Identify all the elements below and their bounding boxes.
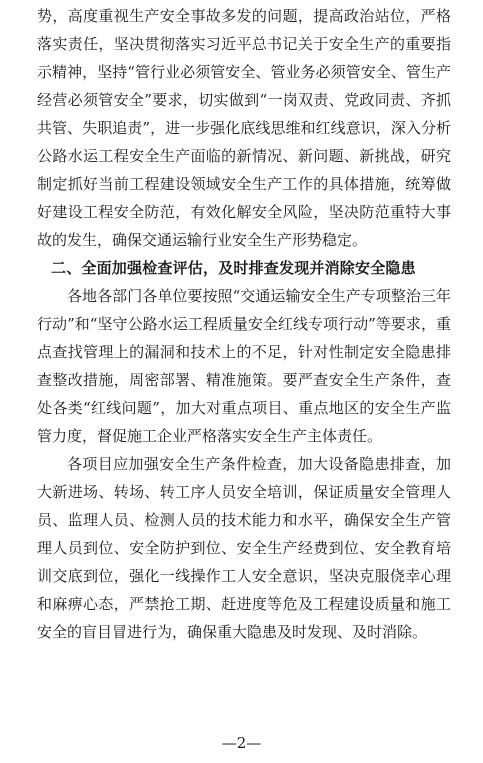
body-paragraph-3: 各项目应加强安全生产条件检查，加大设备隐患排查，加大新进场、转场、转工序人员安全培训，保证质量安全管理人员、监理人员、检测人员的技术能力和水平，确保安全生产管理人员到位、安全防护到位、安全生产经费到位、安全教育培训交底到位，强化一线操作工人安全意识，坚决克服侥幸心理和麻痹心态，严禁抢工期、赶进度等危及工程建设质量和施工安全的盲目冒进行为，确保重大隐患及时发现、及时消除。 (37, 455, 451, 641)
body-paragraph-1: 势，高度重视生产安全事故多发的问题，提高政治站位，严格落实责任，坚决贯彻落实习近平总书记关于安全生产的重要指示精神，坚持“管行业必须管安全、管业务必须管安全、管生产经营必须管安全”要求，切实做到“一岗双责、党政同责、齐抓共管、失职追责”，进一步强化底线思维和红线意识，深入分析公路水运工程安全生产面临的新情况、新问题、新挑战，研究制定抓好当前工程建设领域安全生产工作的具体措施，统筹做好建设工程安全防范，有效化解安全风险，坚决防范重特大事故的发生，确保交通运输行业安全生产形势稳定。 (37, 7, 451, 249)
page-number: —2— (221, 734, 262, 752)
body-paragraph-2: 各地各部门各单位要按照“交通运输安全生产专项整治三年行动”和“坚守公路水运工程质量安全红线专项行动”等要求，重点查找管理上的漏洞和技术上的不足，针对性制定安全隐患排查整改措施，周密部署、精准施策。要严查安全生产条件，查处各类“红线问题”，加大对重点项目、重点地区的安全生产监管力度，督促施工企业严格落实安全生产主体责任。 (37, 287, 451, 445)
document-body (37, 2, 451, 646)
section-heading: 二、全面加强检查评估，及时排查发现并消除安全隐患 (51, 259, 416, 277)
